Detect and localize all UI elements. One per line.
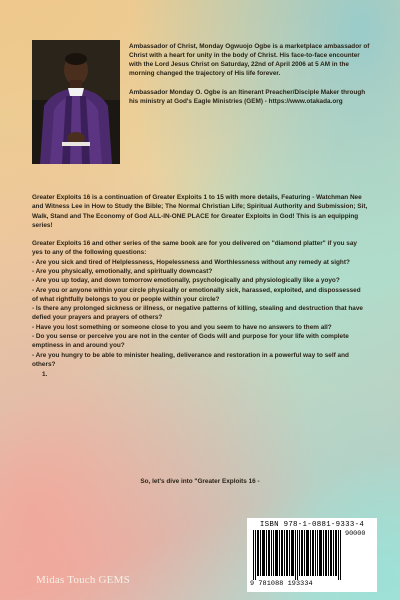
ean-digits: 9 781088 193334 xyxy=(250,580,313,588)
isbn-text: ISBN 978-1-0881-9333-4 xyxy=(259,521,365,529)
questions-intro: Greater Exploits 16 and other series of the same book are for you delivered on "diamond platter" if you say yes to any of the following questions: xyxy=(32,240,357,257)
closing-line: So, let's dive into "Greater Exploits 16 - xyxy=(140,478,260,485)
price-code: 90000 xyxy=(345,530,366,538)
barcode-bars-icon xyxy=(253,530,341,580)
question-item: - Are you or anyone within your circle physically or emotionally sick, harassed, exploited, and dispossessed of what rightfully belongs to you or people within your circle? xyxy=(32,286,361,303)
description-questions xyxy=(32,239,368,379)
author-photo xyxy=(32,40,120,164)
question-item: - Do you sense or perceive you are not in the center of Gods will and purpose for your life with complete emptiness in and around you? xyxy=(32,332,349,350)
book-description xyxy=(32,193,368,388)
description-paragraph-1: Greater Exploits 16 is a continuation of Greater Exploits 1 to 15 with more details, Featuring - Watchman Nee and Witness Lee in How to Study the Bible; The Normal Christian Life; Spiritual Authority and Submission; Sit, Walk, Stand and The Economy of God ALL-IN-ONE PLACE for Greater Exploits in God! This is an equipping series! xyxy=(32,194,368,229)
author-bio xyxy=(129,42,374,117)
bio-paragraph-1: Ambassador of Christ, Monday Ogwuojo Ogbe is a marketplace ambassador of Christ with a heart for unity in the body of Christ. His face-to-face encounter with the Lord Jesus Christ on Saturday, 22nd of April 2006 at 5 AM in the morning changed the trajectory of His life forever. xyxy=(129,43,370,78)
isbn-barcode xyxy=(247,518,377,592)
bio-paragraph-2: Ambassador Monday O. Ogbe is an Itinerant Preacher/Disciple Maker through his ministry at God's Eagle Ministries (GEM) - https://www.otakada.org xyxy=(129,89,366,106)
question-item: - Have you lost something or someone close to you and you seem to have no answers to them all? xyxy=(32,323,332,331)
question-item: - Are you up today, and down tomorrow emotionally, psychologically and physiologically like a yoyo? xyxy=(32,277,340,285)
question-item: - Are you sick and tired of Helplessness, Hopelessness and Worthlessness without any remedy at sight? xyxy=(32,258,350,266)
question-item: - Are you hungry to be able to minister healing, deliverance and restoration in a powerful way to self and others? xyxy=(32,351,349,368)
author-portrait-image xyxy=(32,40,120,164)
list-number: 1. xyxy=(42,371,48,379)
question-item: - Is there any prolonged sickness or illness, or negative patterns of killing, stealing and destruction that have defied your prayers and prayers of others? xyxy=(32,305,363,322)
question-item: - Are you physically, emotionally, and spiritually downcast? xyxy=(32,267,213,275)
publisher-name: Midas Touch GEMS xyxy=(36,574,130,586)
